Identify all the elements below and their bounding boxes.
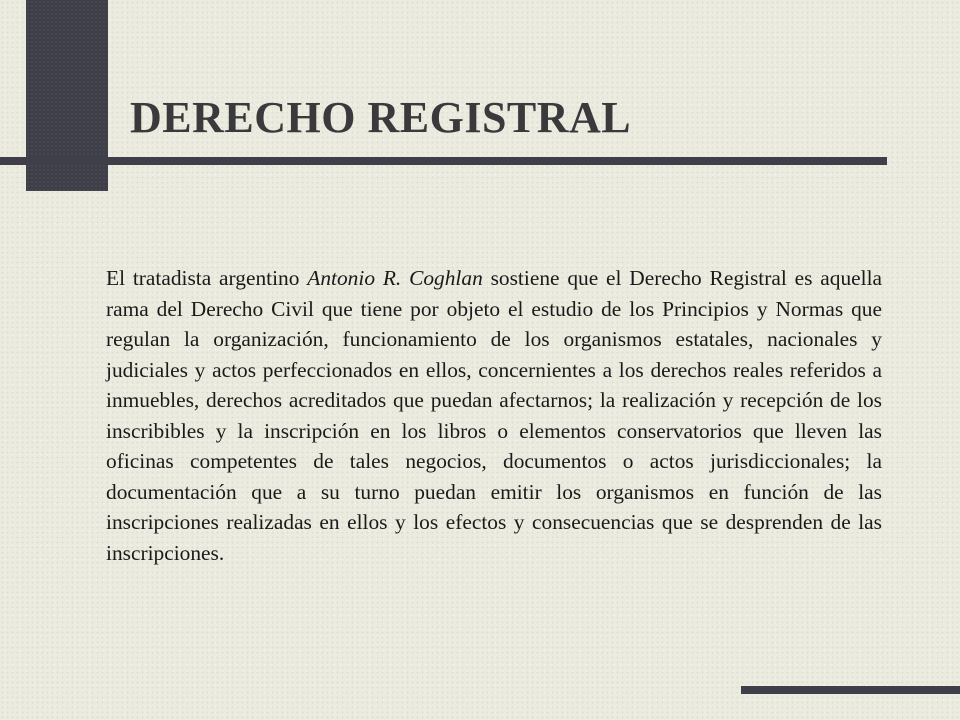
author-name: Antonio R. Coghlan [307,266,483,290]
body-text-main: sostiene que el Derecho Registral es aquella rama del Derecho Civil que tiene por objeto el estudio de los Principios y Normas que regulan la organización, funcionamiento de los organismos estatales, nacionales y judiciales y actos perfeccionados en ellos, concernientes a los derechos reales referidos a inmuebles, derechos acreditados que puedan afectarnos; la realización y recepción de los inscribibles y la inscripción en los libros o elementos conservatorios que lleven las oficinas competentes de tales negocios, documentos o actos jurisdiccionales; la documentación que a su turno puedan emitir los organismos en función de las inscripciones realizadas en ellos y los efectos y consecuencias que se desprenden de las inscripciones. [106,266,883,565]
title-divider-line [0,157,887,165]
footer-accent-line [741,686,960,694]
slide-title: DERECHO REGISTRAL [130,93,632,142]
slide-body-paragraph [106,263,882,568]
body-text-intro: El tratadista argentino [106,266,308,290]
